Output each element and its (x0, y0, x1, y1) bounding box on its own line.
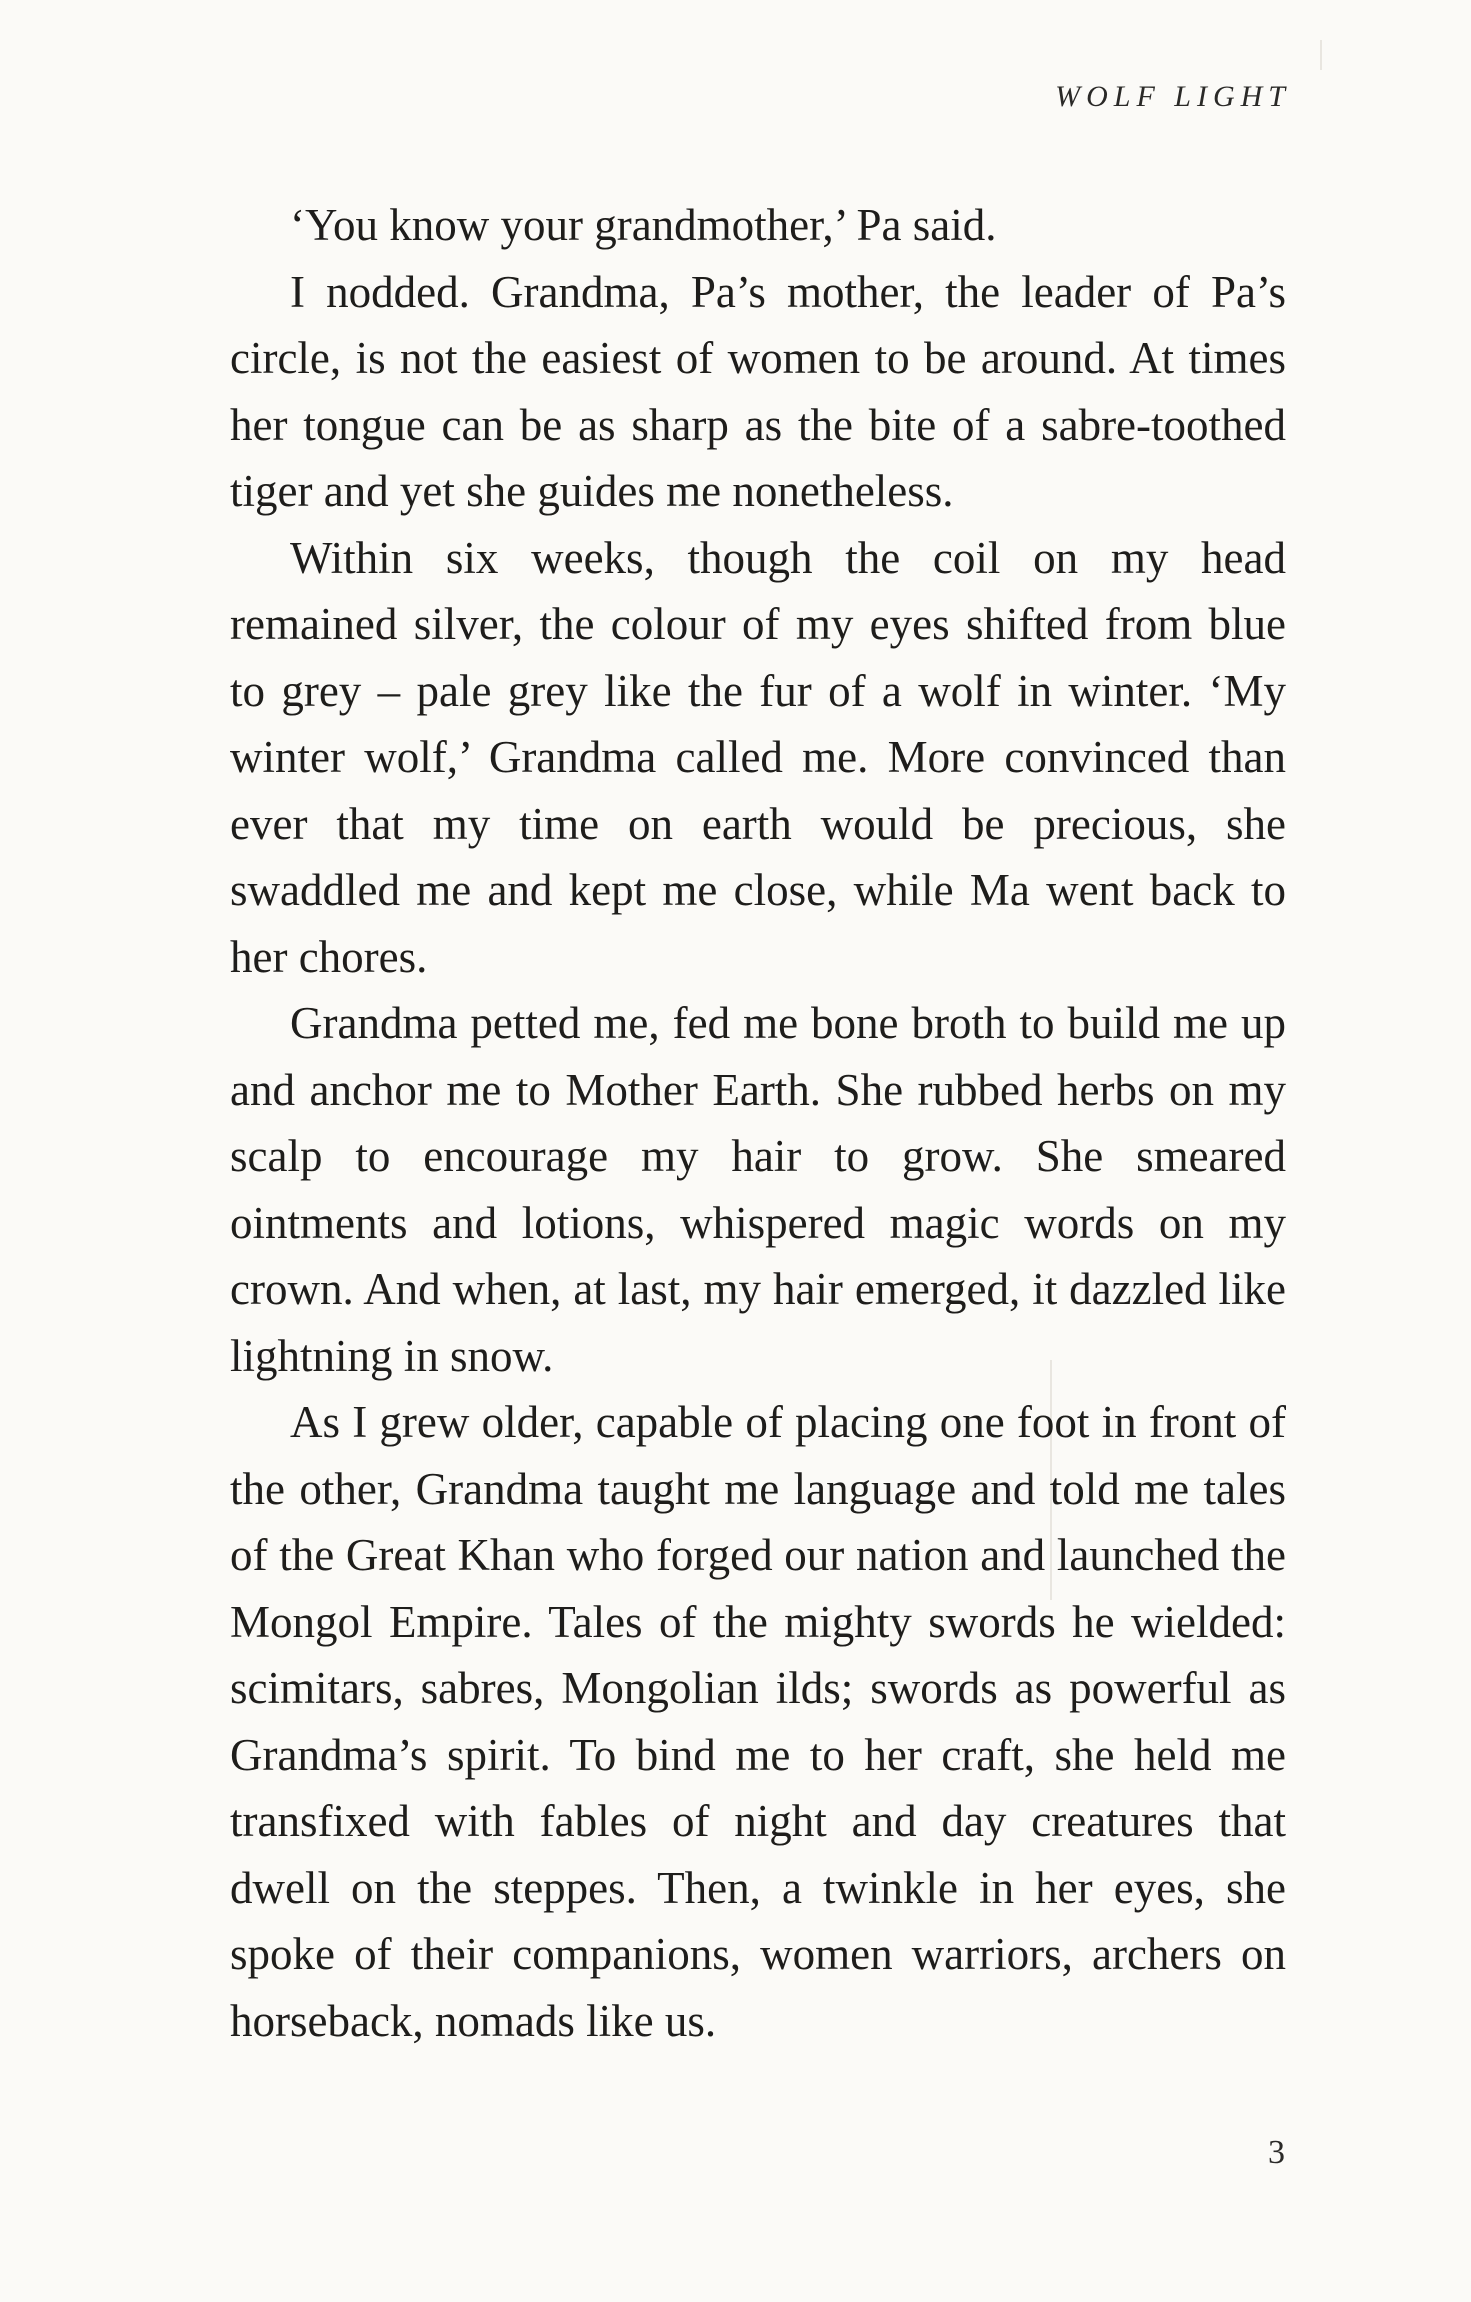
page-number: 3 (1268, 2134, 1285, 2171)
paragraph: ‘You know your grandmother,’ Pa said. (290, 200, 997, 250)
paragraph: As I grew older, capable of placing one foot in front of the other, Grandma taught me language and told me tales of the Great Khan who forged our nation and launched the Mongol Empire. Tales of the mighty swords he wielded: scimitars, sabres, Mongolian ilds; swords as powerful as Grandma’s spirit. To bind me to her craft, she held me transfixed with fables of night and day creatures that dwell on the steppes. Then, a twinkle in her eyes, she spoke of their companions, women warriors, archers on horseback, nomads like us. (230, 1397, 1286, 2046)
running-head: WOLF LIGHT (1055, 80, 1291, 113)
body-text (230, 192, 1286, 2054)
paragraph: I nodded. Grandma, Pa’s mother, the leader of Pa’s circle, is not the easiest of women to be around. At times her tongue can be as sharp as the bite of a sabre-toothed tiger and yet she guides me nonetheless. (230, 266, 1286, 516)
paragraph: Within six weeks, though the coil on my head remained silver, the colour of my eyes shifted from blue to grey – pale grey like the fur of a wolf in winter. ‘My winter wolf,’ Grandma called me. More convinced than ever that my time on earth would be precious, she swaddled me and kept me close, while Ma went back to her chores. (230, 532, 1286, 982)
show-through-line (1320, 40, 1322, 70)
paragraph: Grandma petted me, fed me bone broth to build me up and anchor me to Mother Earth. She rubbed herbs on my scalp to encourage my hair to grow. She smeared ointments and lotions, whispered magic words on my crown. And when, at last, my hair emerged, it dazzled like lightning in snow. (230, 998, 1286, 1381)
